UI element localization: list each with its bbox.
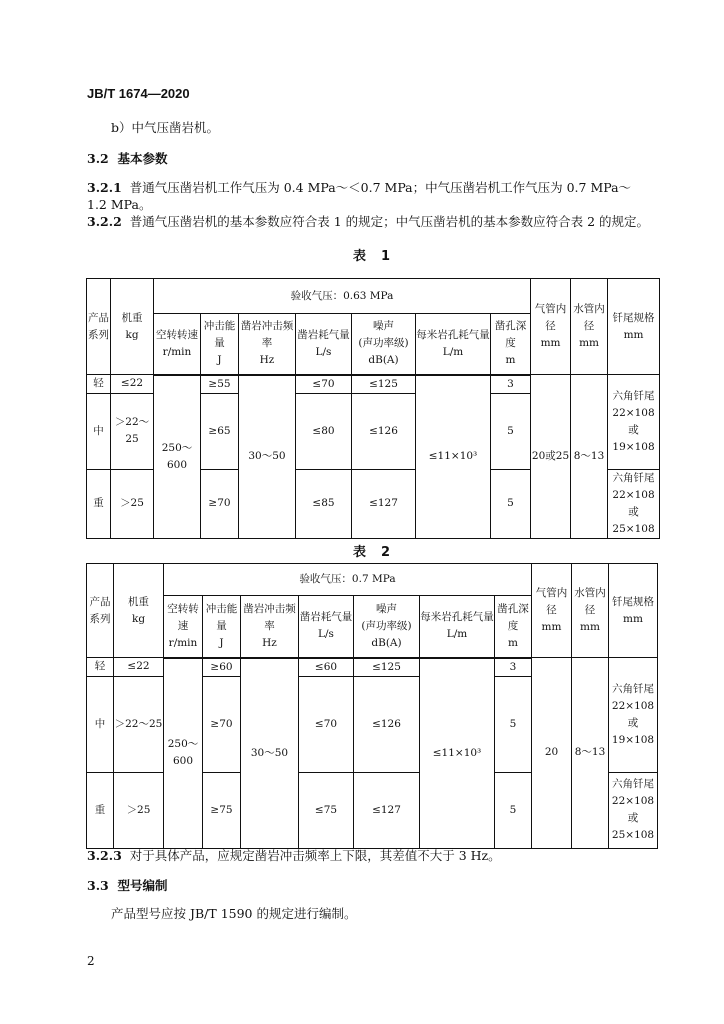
frequency-cell: 30～50 <box>241 658 299 849</box>
header-air-consumption: 凿岩耗气量 L/s <box>299 596 354 658</box>
header-acceptance-pressure: 验收气压：0.7 MPa <box>164 564 532 596</box>
page-number: 2 <box>87 954 95 968</box>
header-noise: 噪声 (声功率级) dB(A) <box>352 314 416 375</box>
header-mass-unit: kg <box>125 328 139 341</box>
header-series: 产品系列 <box>87 564 114 658</box>
header-depth: 凿孔深度 m <box>495 596 532 658</box>
section-title: 型号编制 <box>117 878 168 893</box>
header-speed: 空转转速 r/min <box>154 314 201 375</box>
water-pipe-cell: 8～13 <box>572 658 609 849</box>
table-1-title: 表 1 <box>353 249 392 264</box>
shank-cell-a: 六角钎尾22×108或19×108 <box>609 658 658 773</box>
table-row: 轻 ≤22 250～600 ≥60 30～50 ≤60 ≤125 ≤11×10³ 3 20 8～13 六角钎尾22×108或19×108 <box>87 658 658 677</box>
header-energy: 冲击能量 J <box>201 314 239 375</box>
meter-consumption-cell: ≤11×10³ <box>416 375 491 539</box>
table-row: 重 ＞25 ≥75 ≤75 ≤127 5 六角钎尾22×108或25×108 <box>87 772 658 848</box>
clause-3-2-2 <box>87 214 649 230</box>
clause-3-2-3 <box>87 848 501 864</box>
table-2-title: 表 2 <box>353 545 392 560</box>
table-row: 中 ＞22～25 ≥70 ≤70 ≤126 5 <box>87 676 658 772</box>
air-pipe-cell: 20 <box>532 658 572 849</box>
header-mass: 机重 kg <box>114 564 164 658</box>
shank-cell-b: 六角钎尾22×108或25×108 <box>609 772 658 848</box>
speed-cell: 250～600 <box>164 658 203 849</box>
table-row: 重 ＞25 ≥70 ≤85 ≤127 5 六角钎尾22×108或25×108 <box>87 469 660 538</box>
shank-cell-b: 六角钎尾22×108或25×108 <box>608 469 660 538</box>
section-3-3-body: 产品型号应按 JB/T 1590 的规定进行编制。 <box>111 906 357 921</box>
header-energy: 冲击能量 J <box>203 596 241 658</box>
document-header: JB/T 1674—2020 <box>87 86 190 101</box>
header-air-pipe: 气管内径 mm <box>531 279 571 375</box>
header-acceptance-pressure: 验收气压：0.63 MPa <box>154 279 531 314</box>
table-row: 轻 ≤22 250～600 ≥55 30～50 ≤70 ≤125 ≤11×10³ 3 20或25 8～13 六角钎尾22×108或19×108 <box>87 375 660 394</box>
header-frequency: 凿岩冲击频率 Hz <box>239 314 296 375</box>
header-air-pipe: 气管内径 mm <box>532 564 572 658</box>
clause-number: 3.2.1 <box>87 180 122 195</box>
clause-text: 普通气压凿岩机工作气压为 0.4 MPa～＜0.7 MPa；中气压凿岩机工作气压为 0.7 MPa～ <box>129 180 632 195</box>
section-3-3-heading <box>87 878 167 894</box>
water-pipe-cell: 8～13 <box>571 375 608 539</box>
header-shank: 钎尾规格 mm <box>609 564 658 658</box>
clause-3-2-1-continuation: 1.2 MPa。 <box>87 197 152 212</box>
header-water-pipe: 水管内径 mm <box>571 279 608 375</box>
header-air-consumption: 凿岩耗气量 L/s <box>296 314 352 375</box>
shank-cell-a: 六角钎尾22×108或19×108 <box>608 375 660 470</box>
air-pipe-cell: 20或25 <box>531 375 571 539</box>
list-item-b: b）中气压凿岩机。 <box>111 120 220 135</box>
section-number: 3.2 <box>87 151 109 166</box>
header-meter-consumption: 每米岩孔耗气量 L/m <box>416 314 491 375</box>
speed-cell: 250～600 <box>154 375 201 539</box>
clause-number: 3.2.3 <box>87 848 122 863</box>
clause-number: 3.2.2 <box>87 214 122 229</box>
header-water-pipe: 水管内径 mm <box>572 564 609 658</box>
header-speed: 空转转速 r/min <box>164 596 203 658</box>
header-noise: 噪声 (声功率级) dB(A) <box>354 596 420 658</box>
header-depth: 凿孔深度 m <box>491 314 531 375</box>
frequency-cell: 30～50 <box>239 375 296 539</box>
header-shank: 钎尾规格 mm <box>608 279 660 375</box>
table-2 <box>86 563 658 849</box>
section-number: 3.3 <box>87 878 109 893</box>
header-frequency: 凿岩冲击频率 Hz <box>241 596 299 658</box>
table-1 <box>86 278 660 539</box>
header-series: 产品系列 <box>87 279 111 375</box>
header-mass: 机重 kg <box>111 279 154 375</box>
table-row: 中 ＞22～25 ≥65 ≤80 ≤126 5 <box>87 393 660 469</box>
section-3-2-heading <box>87 151 167 167</box>
clause-text: 对于具体产品，应规定凿岩冲击频率上下限，其差值不大于 3 Hz。 <box>129 848 501 863</box>
clause-text: 普通气压凿岩机的基本参数应符合表 1 的规定；中气压凿岩机的基本参数应符合表 2 的规定。 <box>129 214 650 229</box>
clause-3-2-1 <box>87 180 631 196</box>
section-title: 基本参数 <box>117 151 168 166</box>
header-meter-consumption: 每米岩孔耗气量 L/m <box>420 596 495 658</box>
meter-consumption-cell: ≤11×10³ <box>420 658 495 849</box>
